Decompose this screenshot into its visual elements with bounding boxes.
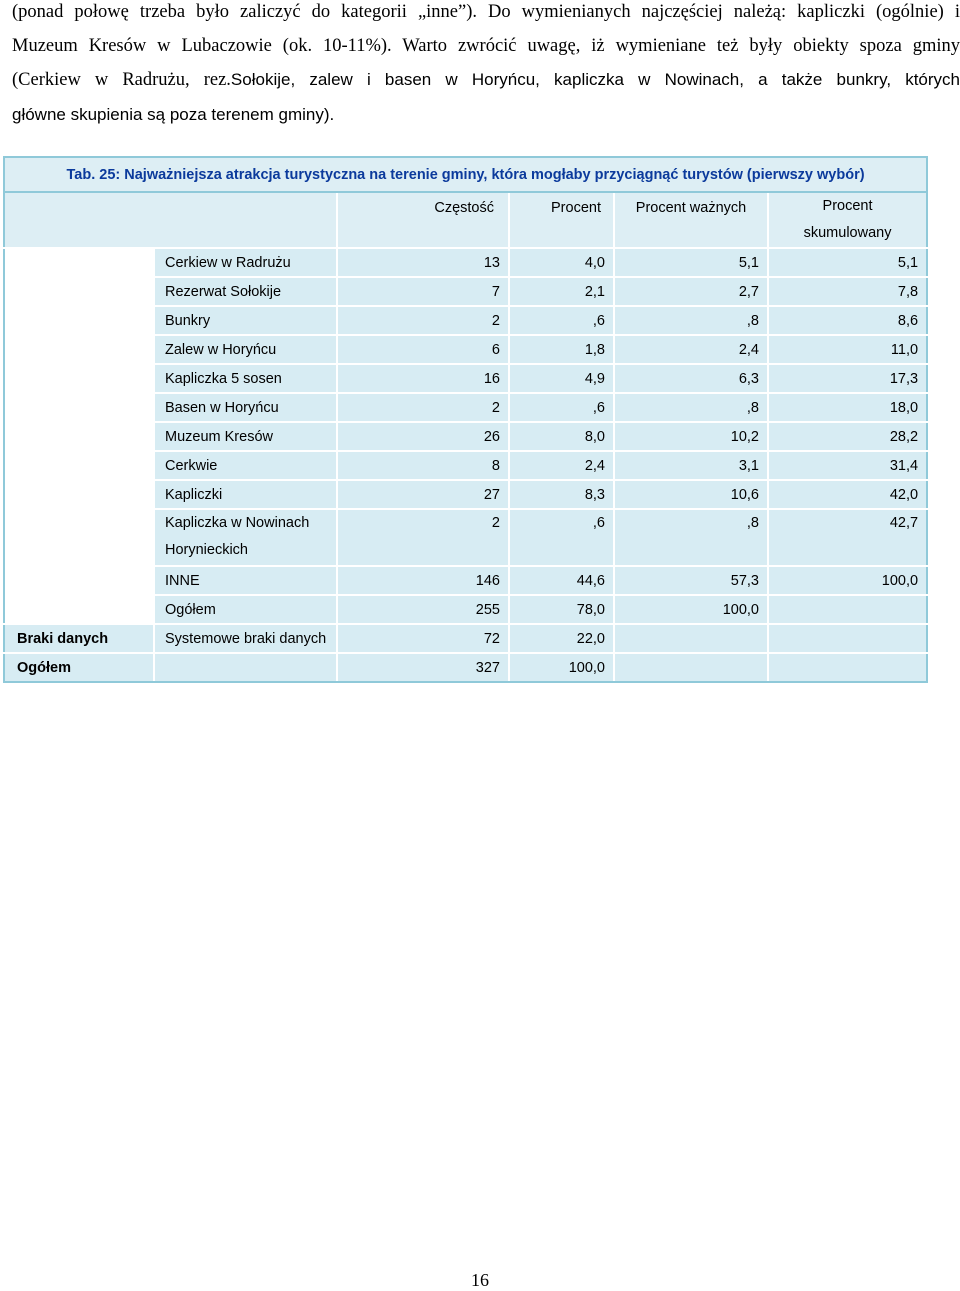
cell-cumulative: 5,1 bbox=[768, 248, 927, 277]
cell-valid-percent bbox=[614, 653, 768, 682]
cell-valid-percent: 2,7 bbox=[614, 277, 768, 306]
cell-valid-percent bbox=[614, 624, 768, 653]
table-caption: Tab. 25: Najważniejsza atrakcja turystyczna na terenie gminy, która mogłaby przyciągnąć turystów (pierwszy wybór) bbox=[4, 157, 927, 192]
cell-frequency: 16 bbox=[337, 364, 509, 393]
cell-frequency: 327 bbox=[337, 653, 509, 682]
paragraph-fragment: Sołokije, zalew i basen w Horyńcu, kapliczka w Nowinach, a także bunkry, których bbox=[230, 70, 960, 89]
row-group-total: Ogółem bbox=[4, 653, 154, 682]
paragraph-line bbox=[12, 63, 960, 98]
row-label: Systemowe braki danych bbox=[154, 624, 337, 653]
row-label-line1: Kapliczka w Nowinach bbox=[165, 515, 310, 531]
cell-valid-percent: 6,3 bbox=[614, 364, 768, 393]
cell-percent: 44,6 bbox=[509, 566, 614, 595]
cell-percent: 78,0 bbox=[509, 595, 614, 624]
cell-valid-percent: 100,0 bbox=[614, 595, 768, 624]
header-frequency: Częstość bbox=[337, 192, 509, 248]
row-label: Zalew w Horyńcu bbox=[154, 335, 337, 364]
row-label: Rezerwat Sołokije bbox=[154, 277, 337, 306]
header-percent: Procent bbox=[509, 192, 614, 248]
cell-cumulative: 8,6 bbox=[768, 306, 927, 335]
cell-cumulative: 11,0 bbox=[768, 335, 927, 364]
header-cumulative bbox=[768, 192, 927, 248]
cell-cumulative bbox=[768, 653, 927, 682]
cell-percent: ,6 bbox=[509, 393, 614, 422]
cell-valid-percent: 57,3 bbox=[614, 566, 768, 595]
cell-valid-percent: 10,6 bbox=[614, 480, 768, 509]
row-group-missing: Braki danych bbox=[4, 624, 154, 653]
cell-cumulative: 7,8 bbox=[768, 277, 927, 306]
cell-percent: 4,0 bbox=[509, 248, 614, 277]
cell-cumulative: 31,4 bbox=[768, 451, 927, 480]
cell-cumulative: 28,2 bbox=[768, 422, 927, 451]
row-label: Bunkry bbox=[154, 306, 337, 335]
cell-percent: 22,0 bbox=[509, 624, 614, 653]
paragraph-line: główne skupienia są poza terenem gminy). bbox=[12, 104, 335, 124]
cell-percent: 2,4 bbox=[509, 451, 614, 480]
cell-percent: 1,8 bbox=[509, 335, 614, 364]
cell-frequency: 26 bbox=[337, 422, 509, 451]
cell-frequency: 2 bbox=[337, 509, 509, 566]
frequency-table bbox=[3, 156, 926, 683]
header-valid-percent: Procent ważnych bbox=[614, 192, 768, 248]
row-label-line2: Horynieckich bbox=[165, 542, 248, 558]
cell-valid-percent: ,8 bbox=[614, 306, 768, 335]
header-blank bbox=[4, 192, 337, 248]
cell-cumulative: 18,0 bbox=[768, 393, 927, 422]
row-label: Ogółem bbox=[154, 595, 337, 624]
cell-cumulative bbox=[768, 624, 927, 653]
cell-valid-percent: ,8 bbox=[614, 509, 768, 566]
row-group-blank bbox=[4, 248, 154, 624]
cell-valid-percent: 2,4 bbox=[614, 335, 768, 364]
cell-valid-percent: 10,2 bbox=[614, 422, 768, 451]
cell-percent: 8,3 bbox=[509, 480, 614, 509]
cell-frequency: 6 bbox=[337, 335, 509, 364]
cell-percent: 4,9 bbox=[509, 364, 614, 393]
header-cumulative-line2: skumulowany bbox=[803, 225, 892, 241]
cell-valid-percent: 3,1 bbox=[614, 451, 768, 480]
cell-frequency: 8 bbox=[337, 451, 509, 480]
page-number: 16 bbox=[471, 1270, 489, 1290]
row-label: Kapliczka 5 sosen bbox=[154, 364, 337, 393]
cell-percent: ,6 bbox=[509, 306, 614, 335]
cell-frequency: 255 bbox=[337, 595, 509, 624]
cell-percent: 8,0 bbox=[509, 422, 614, 451]
cell-percent: ,6 bbox=[509, 509, 614, 566]
cell-valid-percent: ,8 bbox=[614, 393, 768, 422]
row-label: Cerkwie bbox=[154, 451, 337, 480]
cell-frequency: 146 bbox=[337, 566, 509, 595]
row-label: Basen w Horyńcu bbox=[154, 393, 337, 422]
paragraph-line: Muzeum Kresów w Lubaczowie (ok. 10-11%). Warto zwrócić uwagę, iż wymieniane też były obiekty spoza gminy bbox=[12, 35, 960, 56]
cell-valid-percent: 5,1 bbox=[614, 248, 768, 277]
row-label: Muzeum Kresów bbox=[154, 422, 337, 451]
cell-frequency: 7 bbox=[337, 277, 509, 306]
cell-frequency: 2 bbox=[337, 306, 509, 335]
cell-frequency: 2 bbox=[337, 393, 509, 422]
cell-cumulative: 42,0 bbox=[768, 480, 927, 509]
cell-frequency: 27 bbox=[337, 480, 509, 509]
cell-frequency: 72 bbox=[337, 624, 509, 653]
cell-frequency: 13 bbox=[337, 248, 509, 277]
row-label bbox=[154, 509, 337, 566]
paragraph-line: (ponad połowę trzeba było zaliczyć do kategorii „inne”). Do wymienianych najczęściej należą: kapliczki (ogólnie) i bbox=[12, 2, 960, 22]
cell-cumulative bbox=[768, 595, 927, 624]
cell-cumulative: 100,0 bbox=[768, 566, 927, 595]
row-label: Kapliczki bbox=[154, 480, 337, 509]
body-paragraph bbox=[12, 0, 960, 131]
cell-cumulative: 42,7 bbox=[768, 509, 927, 566]
cell-cumulative: 17,3 bbox=[768, 364, 927, 393]
row-label bbox=[154, 653, 337, 682]
cell-percent: 2,1 bbox=[509, 277, 614, 306]
row-label: Cerkiew w Radrużu bbox=[154, 248, 337, 277]
cell-percent: 100,0 bbox=[509, 653, 614, 682]
row-label: INNE bbox=[154, 566, 337, 595]
header-cumulative-line1: Procent bbox=[822, 198, 873, 214]
paragraph-fragment: (Cerkiew w Radrużu, rez. bbox=[12, 70, 231, 90]
